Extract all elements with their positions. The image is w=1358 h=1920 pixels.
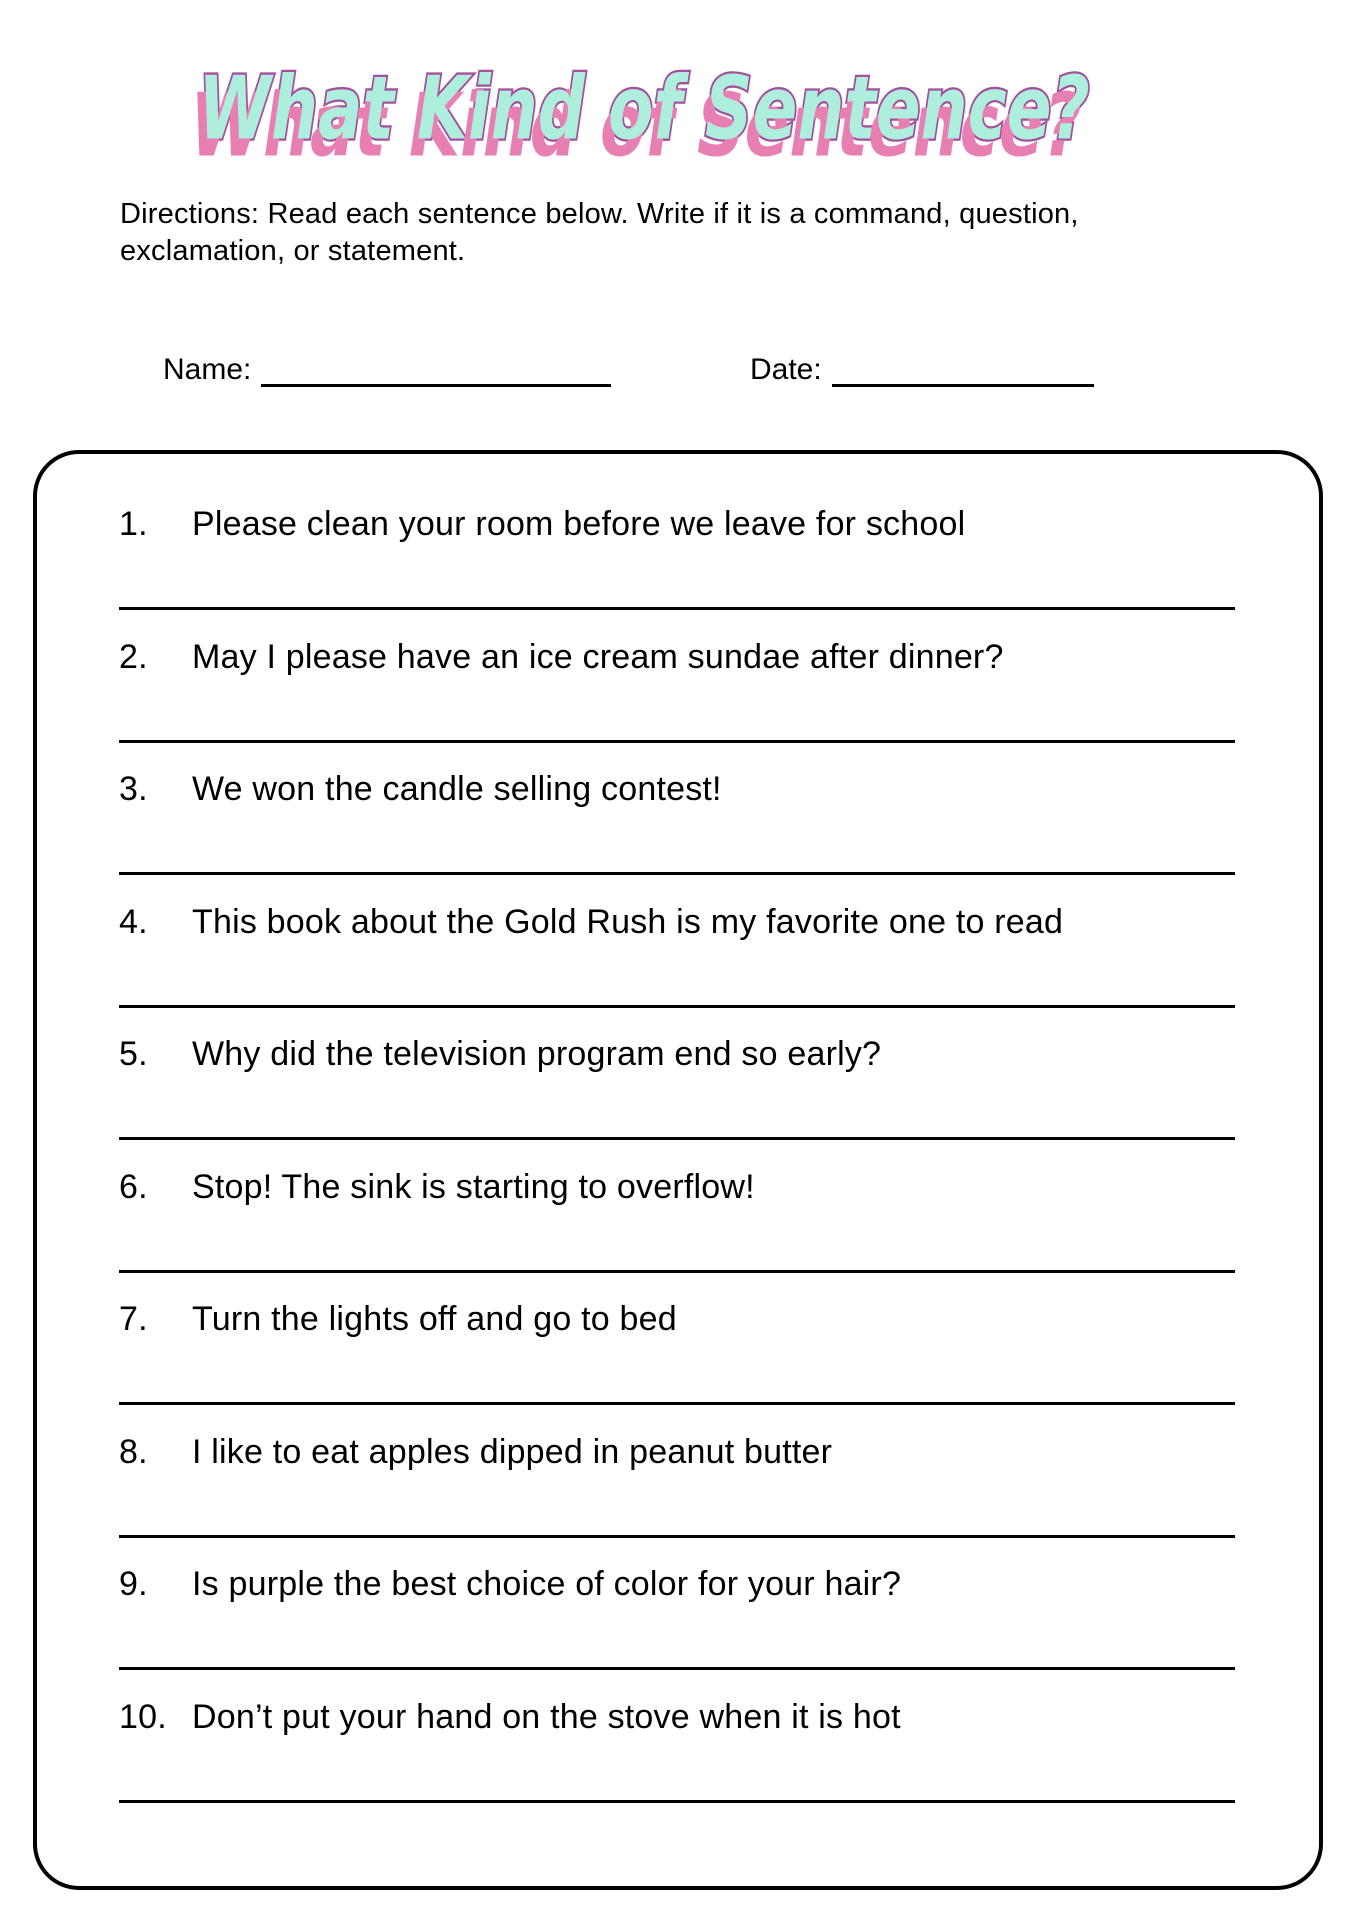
item-number: 4.	[119, 902, 148, 941]
item-number: 8.	[119, 1432, 148, 1471]
sentence-text: Stop! The sink is starting to overflow!	[192, 1167, 755, 1206]
worksheet-item-1	[119, 502, 1235, 628]
sentence-row	[119, 1430, 1235, 1474]
answer-line	[119, 1402, 1235, 1405]
worksheet-item-7	[119, 1297, 1235, 1423]
worksheet-item-10	[119, 1695, 1235, 1821]
worksheet-item-3	[119, 767, 1235, 893]
item-number: 9.	[119, 1565, 148, 1603]
item-number: 1.	[119, 505, 148, 543]
sentence-text: Is purple the best choice of color for your hair?	[192, 1565, 902, 1603]
sentence-row	[119, 767, 1235, 811]
worksheet-item-5	[119, 1032, 1235, 1158]
answer-line	[119, 740, 1235, 743]
answer-line	[119, 1137, 1235, 1140]
answer-line	[119, 1800, 1235, 1803]
item-number: 6.	[119, 1167, 148, 1206]
answer-line	[119, 1667, 1235, 1670]
date-field	[750, 352, 1094, 387]
answer-line	[119, 607, 1235, 610]
sentence-row	[119, 1297, 1235, 1341]
sentence-text: Why did the television program end so early?	[192, 1035, 882, 1073]
sentence-text: Please clean your room before we leave for school	[192, 505, 966, 543]
sentence-row	[119, 635, 1235, 679]
worksheet-item-6	[119, 1165, 1235, 1291]
sentence-row	[119, 1165, 1235, 1209]
answer-line	[119, 1535, 1235, 1538]
sentence-list-box	[33, 450, 1323, 1890]
worksheet-item-2	[119, 635, 1235, 761]
item-number: 10.	[119, 1697, 167, 1736]
worksheet-item-8	[119, 1430, 1235, 1556]
date-field-blank	[832, 352, 1094, 387]
sentence-row	[119, 900, 1235, 944]
sentence-row	[119, 1032, 1235, 1076]
name-field-blank	[261, 352, 611, 387]
sentence-text: This book about the Gold Rush is my favorite one to read	[192, 902, 1064, 941]
sentence-text: Don’t put your hand on the stove when it is hot	[192, 1697, 901, 1736]
name-field	[163, 352, 611, 387]
sentence-text: Turn the lights off and go to bed	[192, 1300, 677, 1338]
name-label: Name:	[163, 353, 252, 386]
item-number: 7.	[119, 1300, 148, 1338]
sentence-row	[119, 1562, 1235, 1606]
answer-line	[119, 1005, 1235, 1008]
worksheet-title: What Kind of Sentence?	[198, 58, 1090, 160]
sentence-row	[119, 502, 1235, 546]
sentence-text: We won the candle selling contest!	[192, 770, 722, 808]
sentence-text: May I please have an ice cream sundae after dinner?	[192, 637, 1004, 676]
sentence-text: I like to eat apples dipped in peanut butter	[192, 1432, 833, 1471]
item-number: 3.	[119, 770, 148, 808]
answer-line	[119, 872, 1235, 875]
item-number: 5.	[119, 1035, 148, 1073]
item-number: 2.	[119, 637, 148, 676]
worksheet-item-9	[119, 1562, 1235, 1688]
answer-line	[119, 1270, 1235, 1273]
sentence-row	[119, 1695, 1235, 1739]
date-label: Date:	[750, 353, 822, 386]
worksheet-item-4	[119, 900, 1235, 1026]
directions-text: Directions: Read each sentence below. Write if it is a command, question, exclamation, or statement.	[120, 198, 1079, 267]
